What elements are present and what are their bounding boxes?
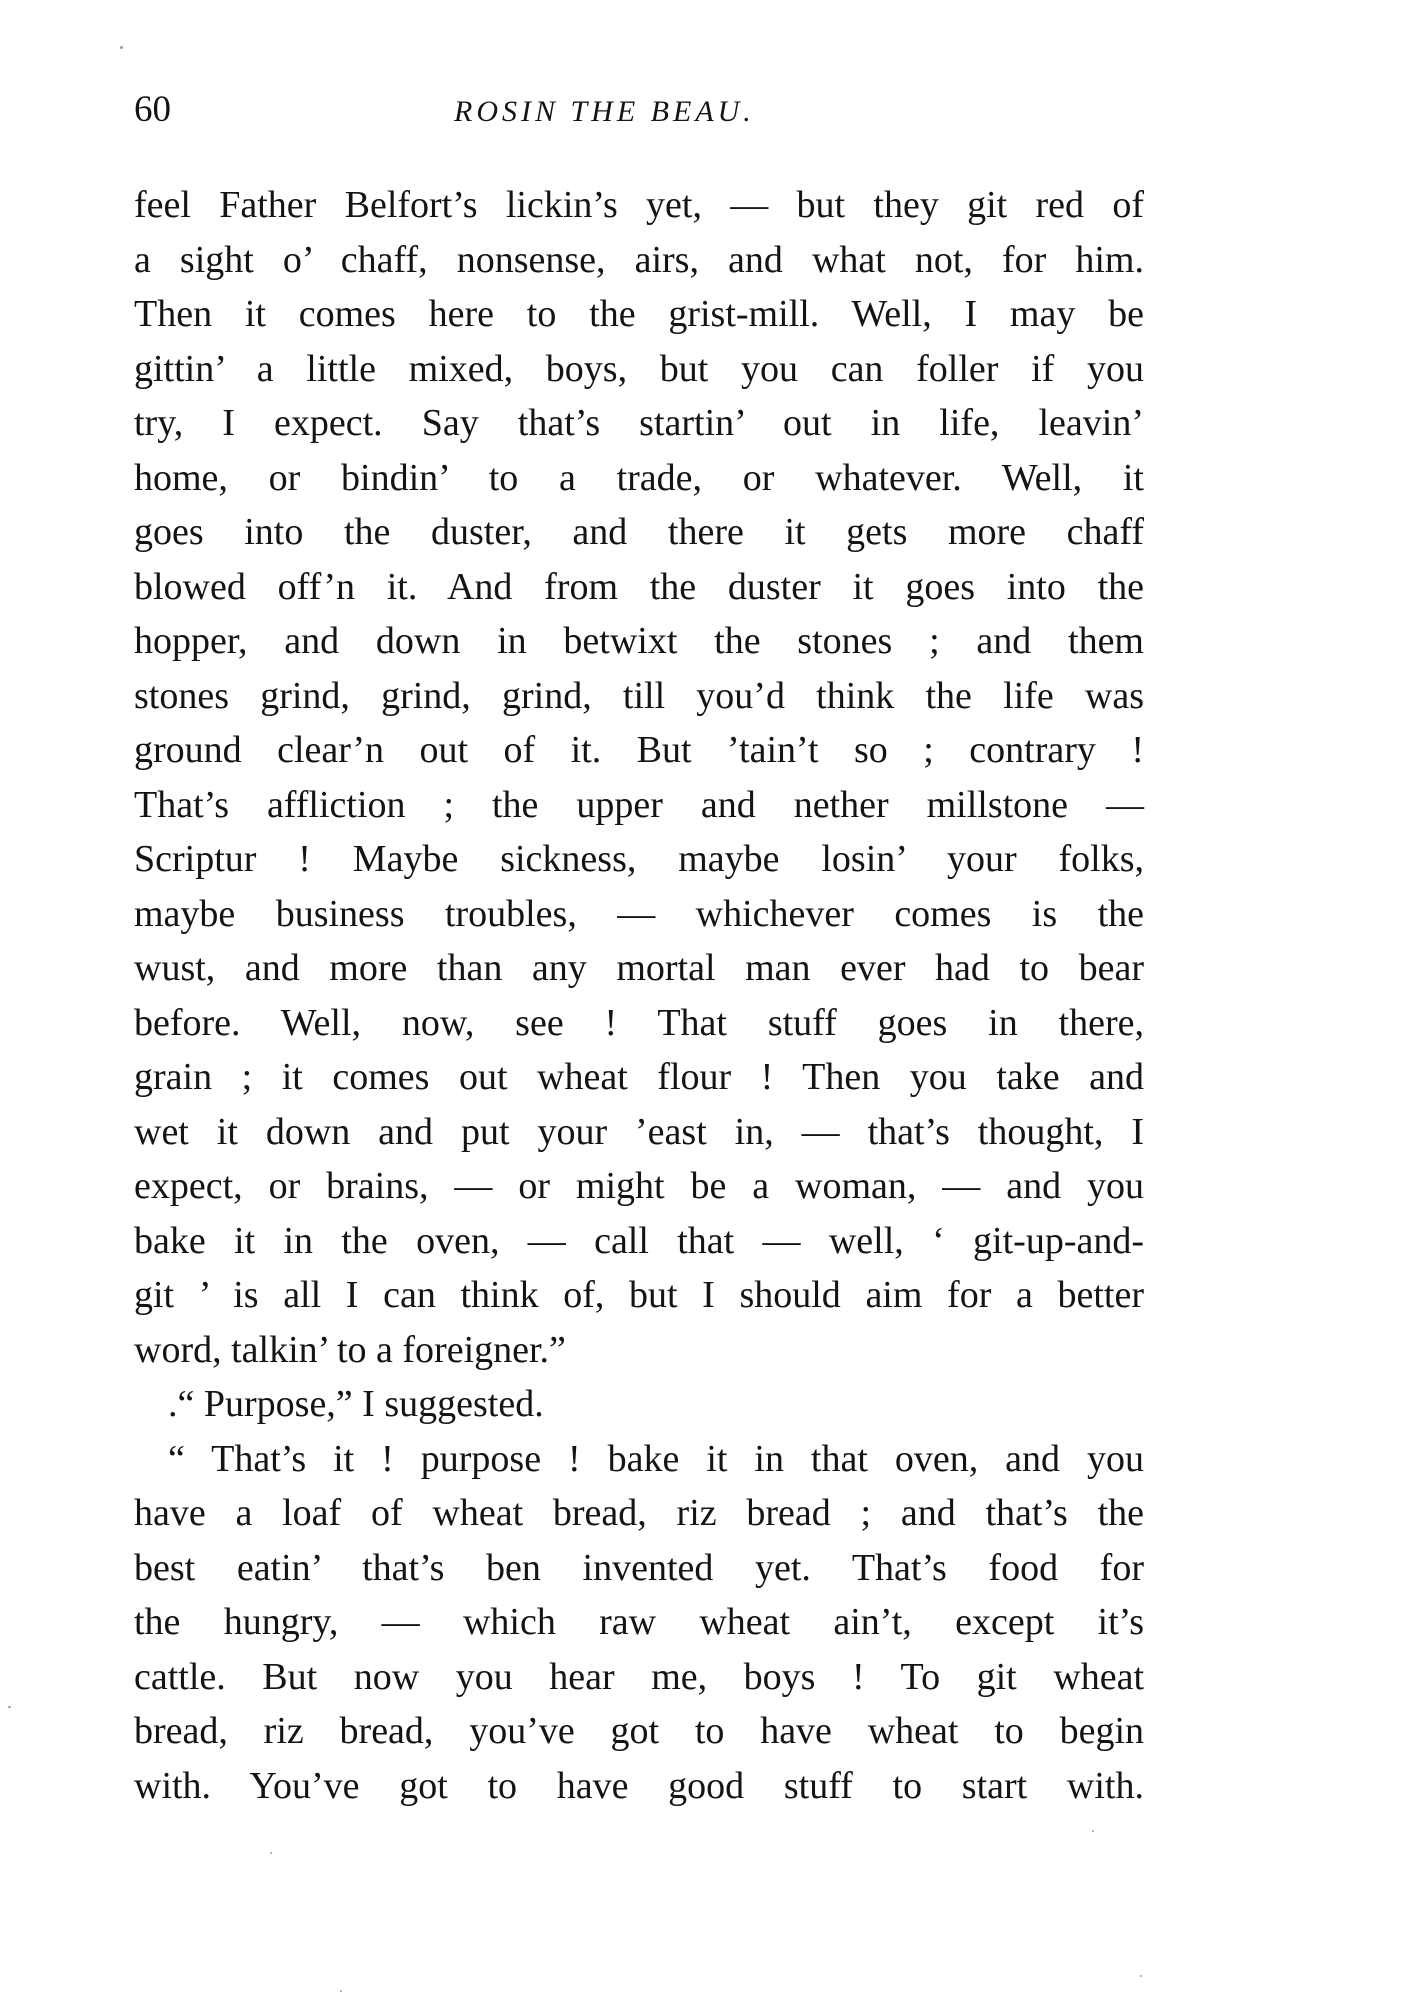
text-line: the hungry, — which raw wheat ain’t, except it’s [134,1601,1144,1643]
paper-speck [270,1852,272,1854]
running-head [134,88,1144,138]
text-line: blowed off’n it. And from the duster it goes into the [134,565,1144,608]
text-line: before. Well, now, see ! That stuff goes in there, [134,1001,1144,1044]
text-line: .“ Purpose,” I suggested. [168,1383,544,1425]
text-line: Scriptur ! Maybe sickness, maybe losin’ your folks, [134,838,1144,880]
text-line: best eatin’ that’s ben invented yet. That’s food for [134,1546,1144,1589]
text-line: ground clear’n out of it. But ’tain’t so ; contrary ! [134,729,1144,771]
text-line: word, talkin’ to a foreigner.” [134,1328,566,1371]
text-line: wust, and more than any mortal man ever had to bear [134,947,1144,989]
text-line: a sight o’ chaff, nonsense, airs, and what not, for him. [134,238,1144,281]
text-line: bake it in the oven, — call that — well, ‘ git-up-and- [134,1219,1144,1262]
text-line: expect, or brains, — or might be a woman, — and you [134,1165,1144,1207]
text-line: wet it down and put your ’east in, — that’s thought, I [134,1110,1144,1153]
text-line: gittin’ a little mixed, boys, but you can foller if you [134,347,1144,390]
paper-speck [1140,1975,1142,1977]
text-line: cattle. But now you hear me, boys ! To git wheat [134,1655,1144,1698]
text-line: Then it comes here to the grist-mill. Well, I may be [134,293,1144,335]
page-number: 60 [134,89,171,130]
text-line: home, or bindin’ to a trade, or whatever. Well, it [134,456,1144,499]
text-line: maybe business troubles, — whichever comes is the [134,892,1144,935]
text-line: try, I expect. Say that’s startin’ out in life, leavin’ [134,402,1144,444]
paper-speck [1092,1830,1094,1832]
paper-speck [8,1706,11,1708]
text-line: That’s affliction ; the upper and nether millstone — [134,783,1144,826]
paper-speck [340,1990,342,1992]
body-text [134,178,1144,1813]
text-line: feel Father Belfort’s lickin’s yet, — but they git red of [134,184,1144,226]
text-line: bread, riz bread, you’ve got to have wheat to begin [134,1710,1144,1752]
text-line: with. You’ve got to have good stuff to start with. [134,1764,1144,1807]
paper-speck [120,46,123,49]
running-title: ROSIN THE BEAU. [454,95,755,128]
text-line: “ That’s it ! purpose ! bake it in that oven, and you [168,1437,1144,1480]
text-line: stones grind, grind, grind, till you’d think the life was [134,674,1144,717]
text-line: grain ; it comes out wheat flour ! Then you take and [134,1056,1144,1098]
text-line: git ’ is all I can think of, but I should aim for a better [134,1274,1144,1316]
text-line: have a loaf of wheat bread, riz bread ; and that’s the [134,1492,1144,1534]
text-line: hopper, and down in betwixt the stones ; and them [134,620,1144,662]
text-line: goes into the duster, and there it gets more chaff [134,511,1144,553]
